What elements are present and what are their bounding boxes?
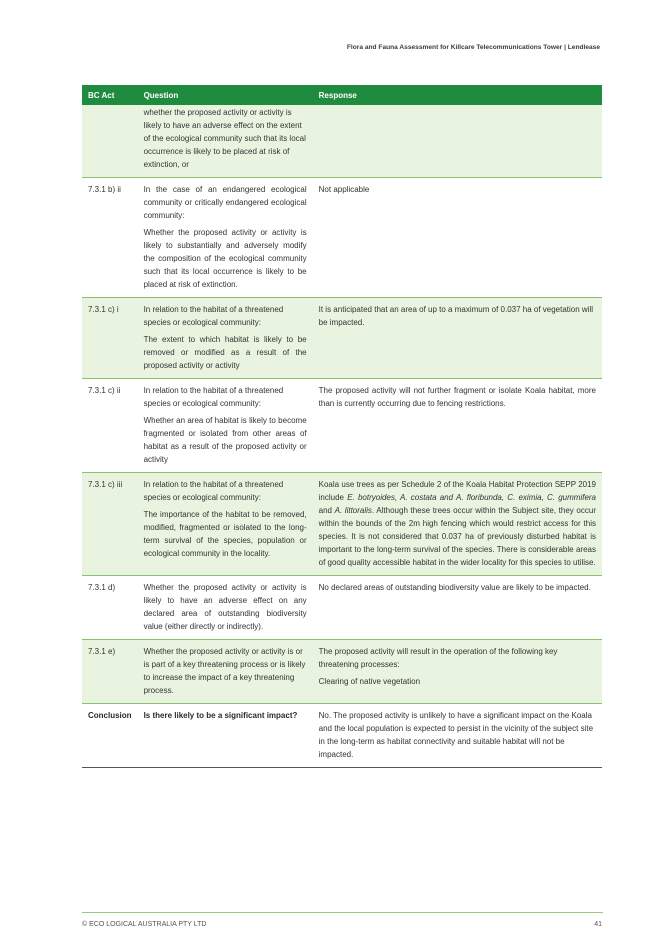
question-cell	[138, 576, 313, 640]
response-text: Not applicable	[318, 185, 370, 194]
column-header-bc-act: BC Act	[82, 85, 138, 105]
question-text: Whether the proposed activity or activity is likely to substantially and adversely modify the composition of the ecological community such that its local occurrence is likely to be placed at risk of extinction.	[143, 228, 307, 289]
response-text-part: Koala use trees as per Schedule 2 of the Koala Habitat Protection SEPP 2019 include	[318, 480, 596, 502]
question-text: The extent to which habitat is likely to be removed or modified as a result of the proposed activity or activity	[143, 335, 307, 370]
table-row-conclusion	[82, 704, 602, 768]
response-cell	[313, 178, 602, 298]
act-cell: 7.3.1 c) i	[82, 298, 138, 379]
act-cell: 7.3.1 d)	[88, 583, 116, 592]
response-cell	[313, 298, 602, 379]
question-cell	[138, 178, 313, 298]
act-cell	[82, 105, 138, 178]
response-text-part: . Although these trees occur within the Subject site, they occur within the bounds of the 2m high fencing which would restrict access for this species. It is not considered that 0.037 ha of previously disturbed habitat is important to the long-term survival of the species. There is considerable areas of good quality accessible habitat in the wider locality for this species to utilise.	[318, 506, 596, 567]
response-text: The proposed activity will not further fragment or isolate Koala habitat, more than is currently occurring due to fencing restrictions.	[318, 386, 596, 408]
page-header-title: Flora and Fauna Assessment for Killcare Telecommunications Tower | Lendlease	[346, 44, 600, 51]
question-text: In relation to the habitat of a threatened species or ecological community:	[143, 386, 284, 408]
response-cell	[313, 704, 602, 768]
species-name-italic: A. littoralis	[334, 506, 372, 515]
response-cell	[313, 576, 602, 640]
question-cell	[138, 473, 313, 576]
question-text: In the case of an endangered ecological community or critically endangered ecological community:	[143, 185, 307, 220]
question-cell	[138, 704, 313, 768]
act-cell: 7.3.1 b) ii	[88, 185, 121, 194]
question-text: Whether the proposed activity or activity is or is part of a key threatening process or is likely to increase the impact of a key threatening process.	[143, 647, 306, 695]
column-header-question: Question	[138, 85, 313, 105]
table-row	[82, 473, 602, 576]
response-text: Clearing of native vegetation	[318, 677, 421, 686]
response-text	[319, 478, 596, 569]
table-row	[82, 178, 602, 298]
question-text: The importance of the habitat to be removed, modified, fragmented or isolated to the long-term survival of the species, population or ecological community in the locality.	[143, 510, 307, 558]
table-header-row	[82, 85, 602, 105]
footer-copyright: © ECO LOGICAL AUSTRALIA PTY LTD	[82, 921, 207, 928]
act-cell: 7.3.1 c) ii	[88, 386, 121, 395]
table-row	[82, 379, 602, 473]
question-cell	[138, 298, 313, 379]
question-text: In relation to the habitat of a threatened species or ecological community:	[143, 480, 284, 502]
conclusion-label: Conclusion	[88, 711, 132, 720]
species-names-italic: E. botryoides, A. costata and A. floribunda, C. eximia, C. gummifera	[347, 493, 597, 502]
response-cell	[313, 379, 602, 473]
response-text: The proposed activity will result in the operation of the following key threatening processes:	[318, 647, 558, 669]
question-text: whether the proposed activity or activity is likely to have an adverse effect on the extent of the ecological community such that its local occurrence is likely to be placed at risk of extinction, or	[143, 108, 306, 169]
bc-act-assessment-table	[82, 85, 602, 768]
act-cell: 7.3.1 c) iii	[82, 473, 138, 576]
column-header-response: Response	[313, 85, 602, 105]
question-cell	[138, 105, 313, 178]
table-row	[82, 640, 602, 704]
response-cell	[313, 473, 602, 576]
response-text-part: and	[318, 506, 335, 515]
footer-divider	[82, 912, 603, 913]
act-cell: 7.3.1 e)	[82, 640, 138, 704]
question-text: Whether an area of habitat is likely to become fragmented or isolated from other areas of habitat as a result of the proposed activity or activity	[143, 416, 307, 464]
table-row	[82, 298, 602, 379]
page-number: 41	[594, 921, 602, 928]
question-text: Whether the proposed activity or activity is likely to have an adverse effect on any declared area of outstanding biodiversity value (either directly or indirectly).	[143, 583, 307, 631]
question-cell	[138, 379, 313, 473]
response-cell	[313, 105, 602, 178]
conclusion-question: Is there likely to be a significant impact?	[143, 711, 298, 720]
response-cell	[313, 640, 602, 704]
table-row	[82, 576, 602, 640]
response-text: No declared areas of outstanding biodiversity value are likely to be impacted.	[318, 583, 591, 592]
conclusion-response: No. The proposed activity is unlikely to have a significant impact on the Koala and the local population is expected to persist in the vicinity of the subject site in the long-term as habitat connectivity and suitable habitat will not be impacted.	[318, 711, 594, 759]
response-text: It is anticipated that an area of up to a maximum of 0.037 ha of vegetation will be impacted.	[318, 305, 594, 327]
question-text: In relation to the habitat of a threatened species or ecological community:	[143, 305, 284, 327]
question-cell	[138, 640, 313, 704]
table-row	[82, 105, 602, 178]
